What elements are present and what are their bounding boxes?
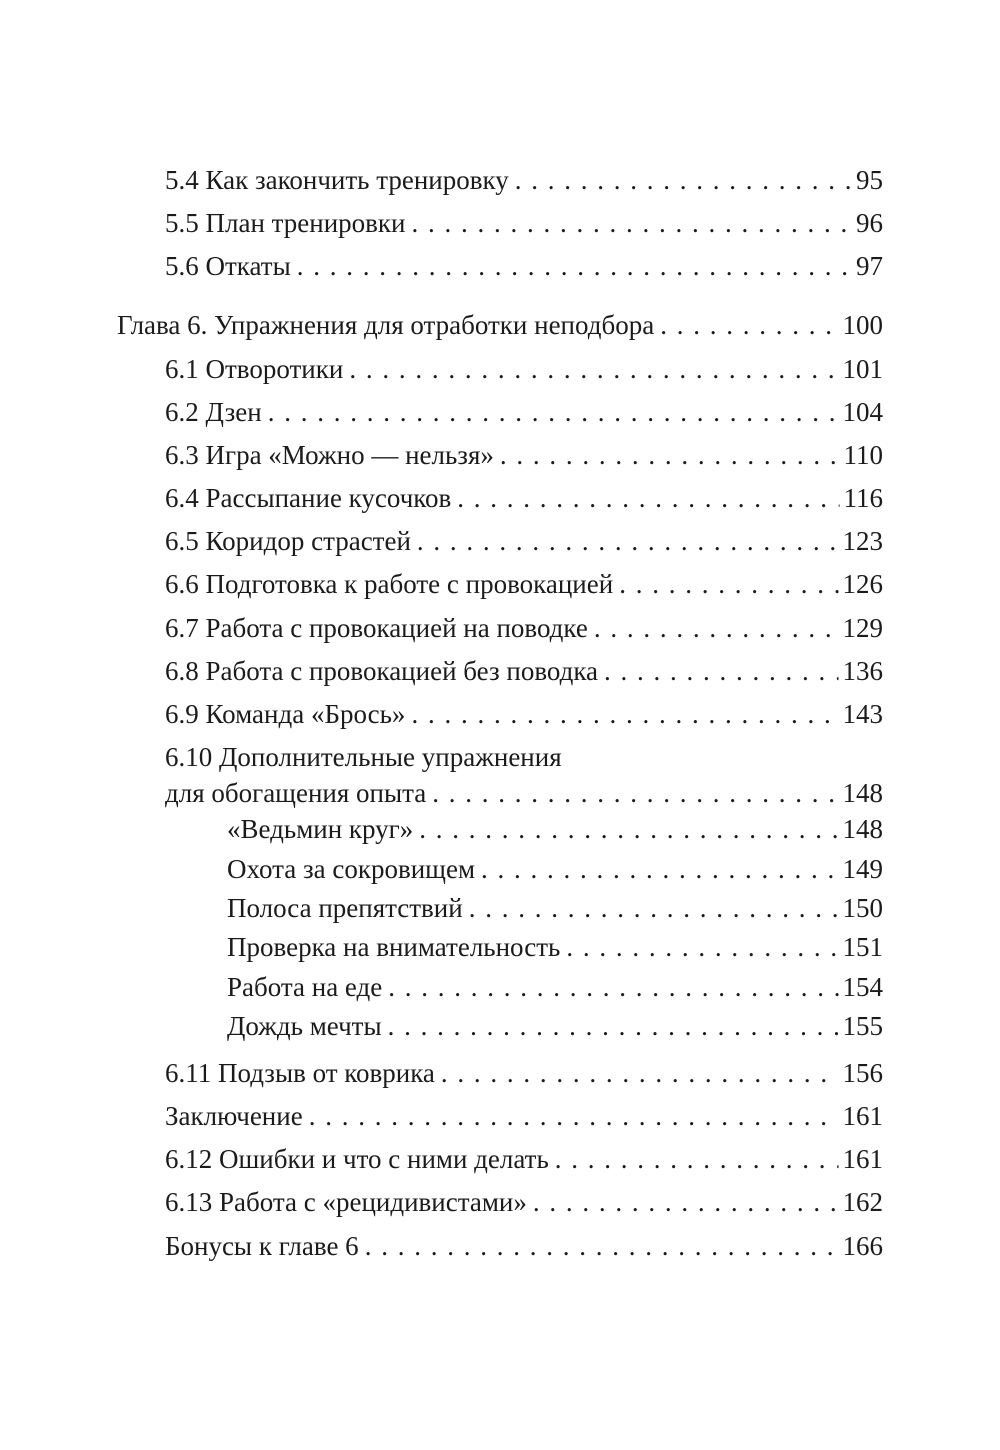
toc-entry[interactable]: [165, 396, 883, 428]
toc-entry-title: 5.6 Откаты: [165, 251, 291, 281]
toc-entry[interactable]: [165, 612, 883, 644]
dot-leader: [594, 612, 839, 644]
toc-entry-title: 6.7 Работа с провокацией на поводке: [165, 613, 588, 643]
toc-entry[interactable]: [165, 655, 883, 687]
toc-entry[interactable]: [165, 164, 883, 196]
dot-leader: [417, 525, 839, 557]
dot-leader: [533, 1186, 839, 1218]
dot-leader: [419, 813, 838, 845]
dot-leader: [349, 353, 838, 385]
toc-entry-page: 148: [842, 814, 883, 844]
toc-entry-title: 6.3 Игра «Можно — нельзя»: [165, 440, 494, 470]
dot-leader: [388, 971, 838, 1003]
toc-entry-page: 110: [843, 440, 883, 470]
toc-entry-page: 155: [842, 1011, 883, 1041]
toc-entry[interactable]: [165, 698, 883, 730]
toc-entry-title: 5.4 Как закончить тренировку: [165, 165, 509, 195]
toc-entry-title: Бонусы к главе 6: [165, 1231, 359, 1261]
toc-entry[interactable]: [165, 1143, 883, 1175]
dot-leader: [365, 1230, 839, 1262]
dot-leader: [481, 853, 838, 885]
toc-entry-title: 6.8 Работа с провокацией без поводка: [165, 656, 599, 686]
toc-entry-page: 156: [842, 1058, 883, 1088]
toc-entry-page: 150: [842, 893, 883, 923]
toc-entry-title: для обогащения опыта: [165, 778, 427, 808]
toc-entry-title: 6.2 Дзен: [165, 397, 262, 427]
toc-entry-page: 162: [842, 1187, 883, 1217]
toc-entry-page: 143: [842, 699, 883, 729]
toc-entry[interactable]: [165, 439, 883, 471]
toc-entry-page: 96: [856, 208, 883, 238]
toc-entry-title: 6.11 Подзыв от коврика: [165, 1058, 435, 1088]
toc-entry[interactable]: [165, 207, 883, 239]
toc-entry-page: 136: [842, 656, 883, 686]
toc-entry-page: 129: [842, 613, 883, 643]
toc-entry-title: Дождь мечты: [227, 1011, 382, 1041]
toc-entry-title: 6.9 Команда «Брось»: [165, 699, 406, 729]
toc-entry-title: Полоса препятствий: [227, 893, 463, 923]
dot-leader: [515, 164, 852, 196]
toc-chapter-entry[interactable]: [117, 309, 883, 341]
toc-entry-title: 5.5 План тренировки: [165, 208, 406, 238]
toc-entry-title: 6.13 Работа с «рецидивистами»: [165, 1187, 527, 1217]
toc-entry-page: 126: [842, 569, 883, 599]
toc-entry[interactable]: [165, 250, 883, 282]
dot-leader: [411, 207, 852, 239]
toc-entry-page: 161: [842, 1101, 883, 1131]
toc-subentry[interactable]: [227, 1010, 883, 1042]
toc-entry[interactable]: [165, 1057, 883, 1089]
toc-entry-page: 95: [856, 165, 883, 195]
toc-entry-title: 6.12 Ошибки и что с ними делать: [165, 1144, 549, 1174]
toc-entry-page: 116: [843, 483, 883, 513]
toc-entry-title: Работа на еде: [227, 972, 383, 1002]
dot-leader: [388, 1010, 839, 1042]
toc-entry-page: 101: [842, 354, 883, 384]
toc-entry[interactable]: [165, 1100, 883, 1132]
toc-subentry[interactable]: [227, 853, 883, 885]
toc-entry-page: 148: [842, 778, 883, 808]
toc-subentry[interactable]: [227, 931, 883, 963]
toc-entry-page: 100: [842, 310, 883, 340]
dot-leader: [500, 439, 840, 471]
toc-entry[interactable]: [165, 1186, 883, 1218]
dot-leader: [566, 931, 838, 963]
toc-entry[interactable]: [165, 777, 883, 809]
dot-leader: [604, 655, 838, 687]
toc-entry-title: Заключение: [165, 1101, 303, 1131]
toc-entry-page: 161: [842, 1144, 883, 1174]
dot-leader: [441, 1057, 839, 1089]
toc-entry[interactable]: [165, 568, 883, 600]
toc-entry-title-line1: 6.10 Дополнительные упражнения: [165, 742, 562, 772]
toc-entry-title: 6.5 Коридор страстей: [165, 526, 411, 556]
toc-entry[interactable]: [165, 525, 883, 557]
toc-entry-page: 151: [842, 932, 883, 962]
toc-subentry[interactable]: [227, 813, 883, 845]
toc-entry-title: Охота за сокровищем: [227, 854, 476, 884]
toc-entry-page: 123: [842, 526, 883, 556]
toc-entry-title: Проверка на внимательность: [227, 932, 561, 962]
toc-entry-title: 6.4 Рассыпание кусочков: [165, 483, 452, 513]
toc-entry-page: 97: [856, 251, 883, 281]
toc-entry[interactable]: [165, 353, 883, 385]
dot-leader: [268, 396, 839, 428]
dot-leader: [619, 568, 838, 600]
toc-entry-title: Глава 6. Упражнения для отработки неподбора: [117, 310, 655, 340]
toc-entry-title: 6.6 Подготовка к работе с провокацией: [165, 569, 614, 599]
toc-entry-page: 154: [842, 972, 883, 1002]
toc-entry-page: 149: [842, 854, 883, 884]
dot-leader: [309, 1100, 839, 1132]
toc-entry-page: 166: [842, 1231, 883, 1261]
dot-leader: [555, 1143, 839, 1175]
toc-subentry[interactable]: [227, 892, 883, 924]
toc-entry[interactable]: [165, 1230, 883, 1262]
dot-leader: [660, 309, 838, 341]
toc-entry[interactable]: [165, 482, 883, 514]
dot-leader: [457, 482, 839, 514]
dot-leader: [432, 777, 838, 809]
dot-leader: [297, 250, 852, 282]
toc-entry-page: 104: [842, 397, 883, 427]
toc-entry-title: «Ведьмин круг»: [227, 814, 414, 844]
toc-entry-title: 6.1 Отворотики: [165, 354, 344, 384]
toc-subentry[interactable]: [227, 971, 883, 1003]
dot-leader: [469, 892, 839, 924]
dot-leader: [411, 698, 838, 730]
